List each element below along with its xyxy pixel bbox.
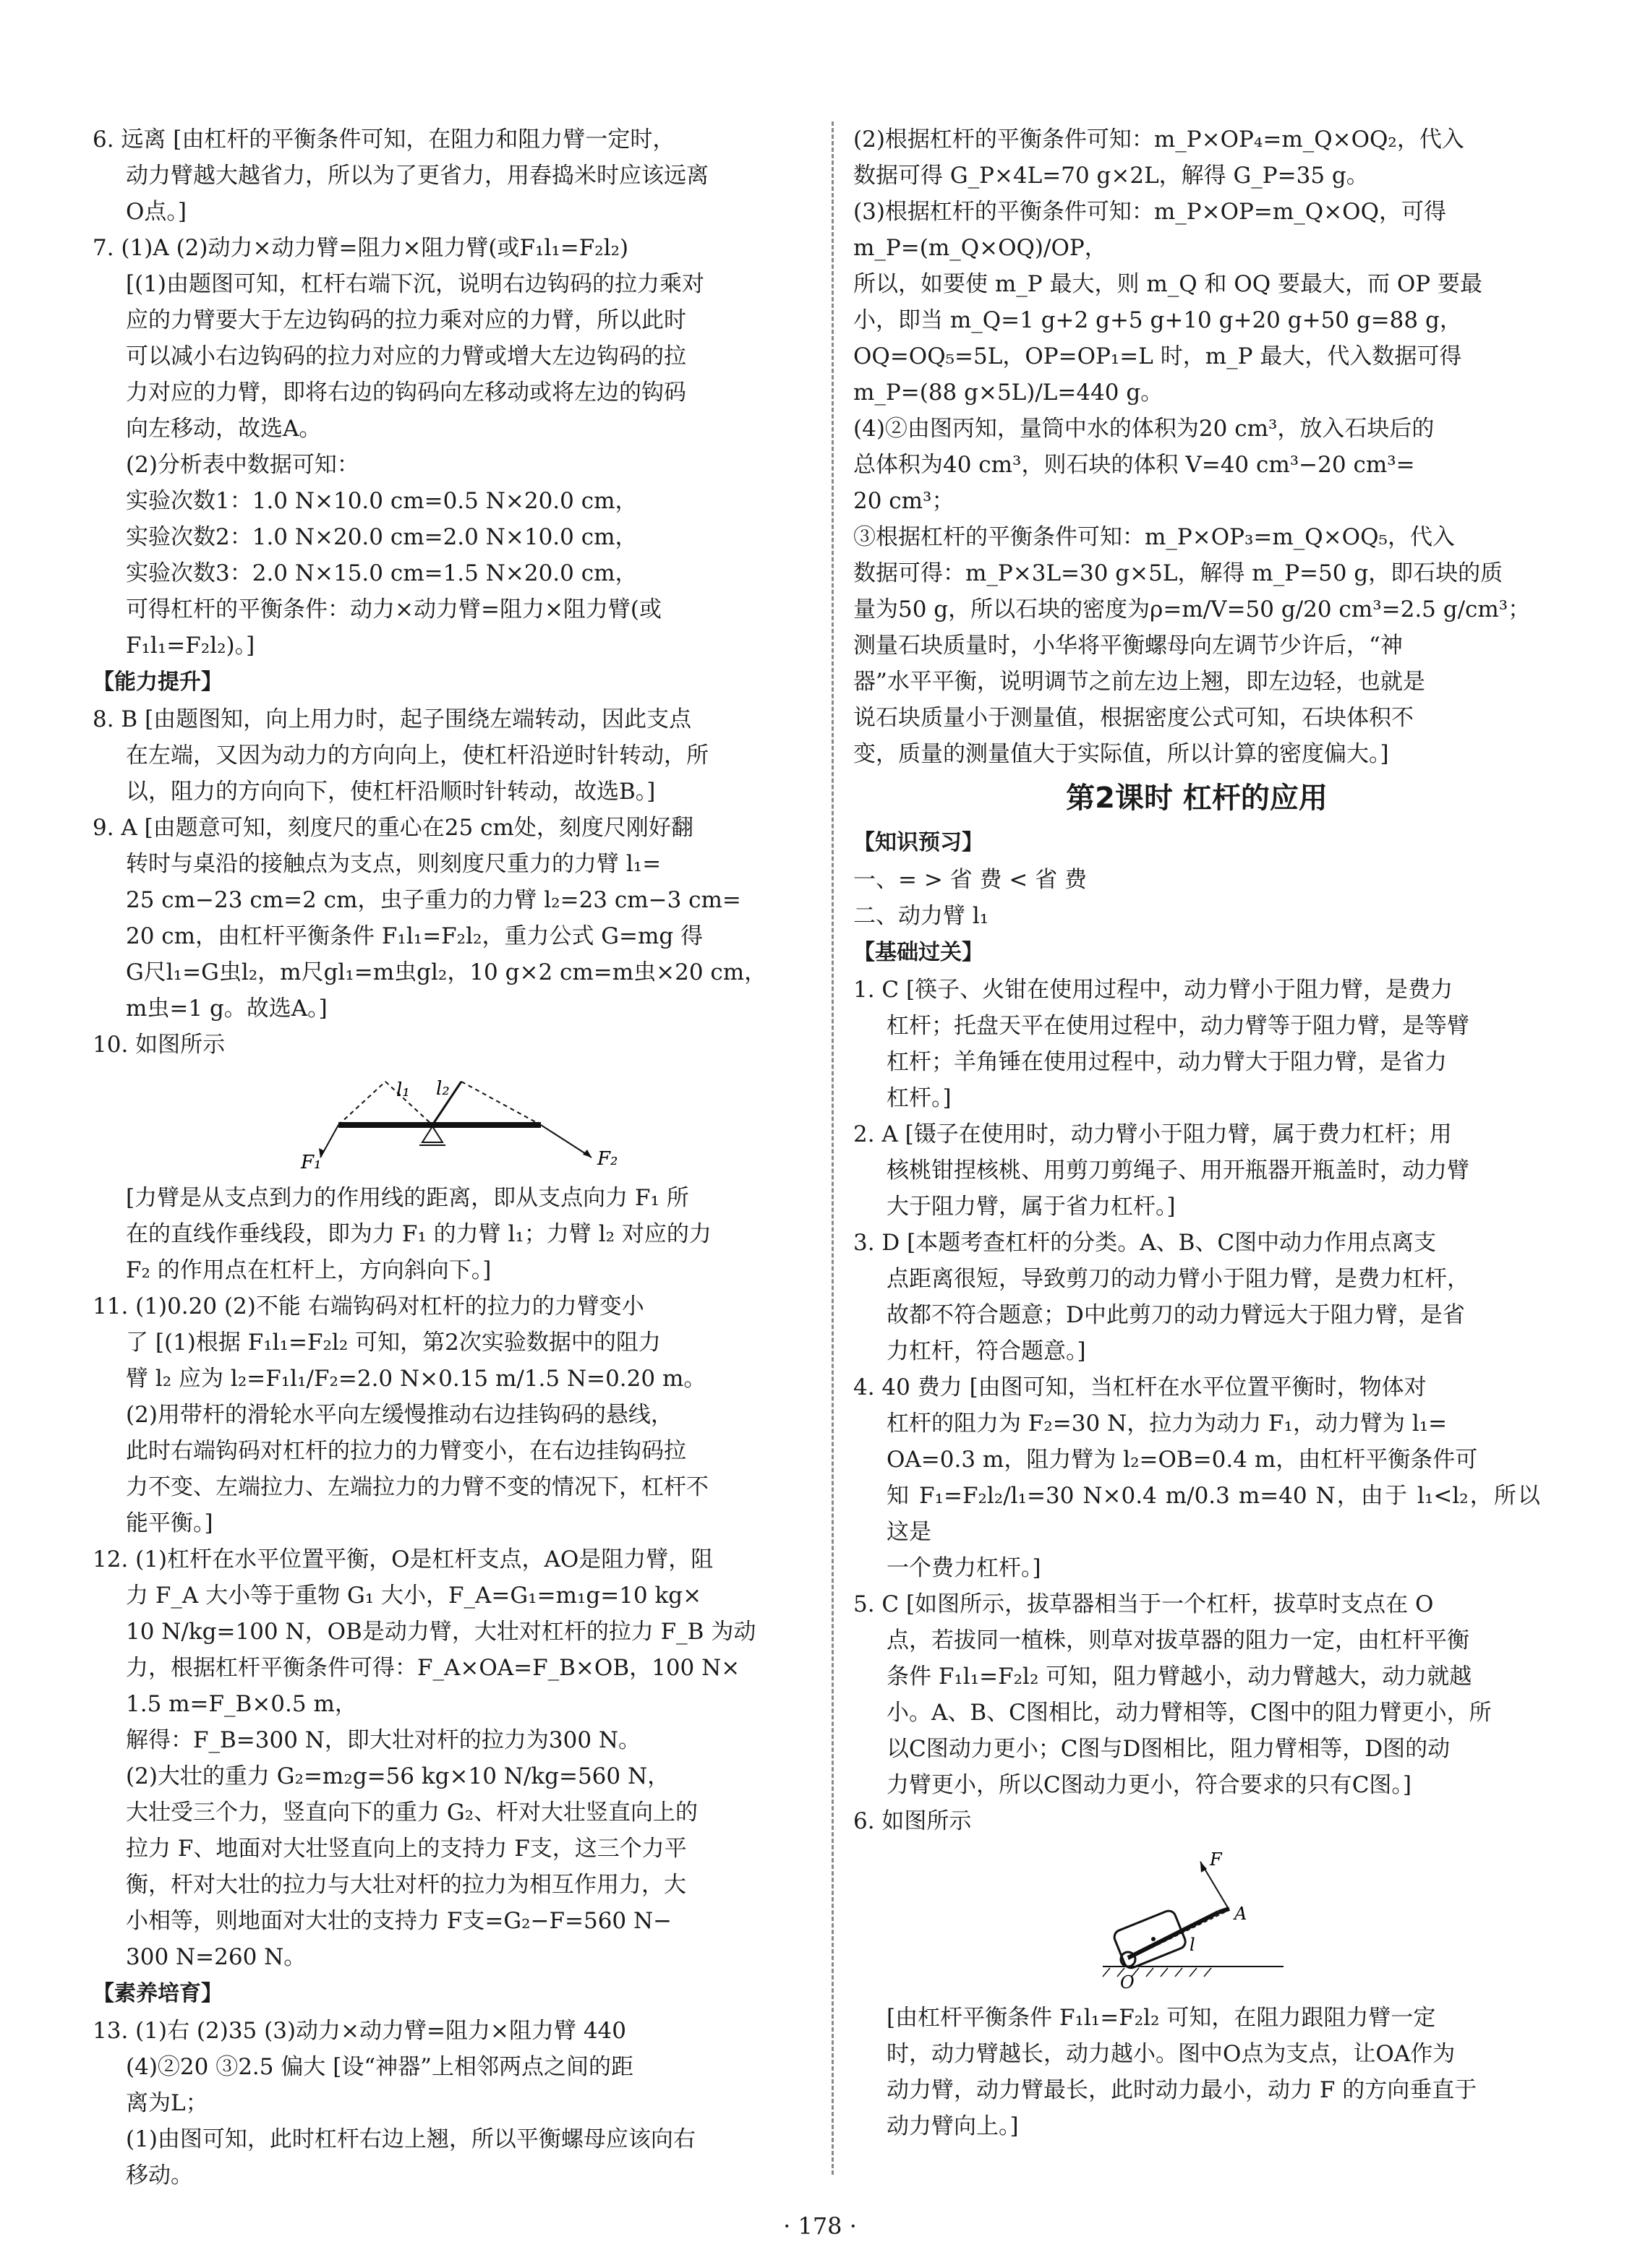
text-line: O点。] <box>126 199 187 225</box>
text-line: 动力臂，动力臂最长，此时动力最小，动力 F 的方向垂直于 <box>887 2077 1477 2103</box>
text-line: 了 [(1)根据 F₁l₁=F₂l₂ 可知，第2次实验数据中的阻力 <box>126 1330 661 1356</box>
text-line: 力对应的力臂，即将右边的钩码向左移动或将左边的钩码 <box>126 380 686 406</box>
text-line: 13. (1)右 (2)35 (3)动力×动力臂=阻力×阻力臂 440 <box>93 2018 626 2044</box>
text-line: 1. C [筷子、火钳在使用过程中，动力臂小于阻力臂，是费力 <box>853 977 1453 1003</box>
text-line: 11. (1)0.20 (2)不能 右端钩码对杠杆的拉力的力臂变小 <box>93 1293 644 1319</box>
text-line: 条件 F₁l₁=F₂l₂ 可知，阻力臂越小，动力臂越大，动力就越 <box>887 1664 1472 1690</box>
text-line: 20 cm³； <box>853 488 954 514</box>
text-line: 说石块质量小于测量值，根据密度公式可知，石块体积不 <box>853 705 1414 731</box>
text-line: 动力臂越大越省力，所以为了更省力，用舂捣米时应该远离 <box>126 163 709 189</box>
text-line: 一个费力杠杆。] <box>887 1555 1041 1581</box>
right-column <box>853 121 1540 2144</box>
text-line: 一、= > 省 费 < 省 费 <box>853 867 1088 893</box>
section-heading: 【基础过关】 <box>853 940 983 965</box>
text-line: 实验次数3：2.0 N×15.0 cm=1.5 N×20.0 cm， <box>126 560 638 586</box>
text-line: 2. A [镊子在使用时，动力臂小于阻力臂，属于费力杠杆；用 <box>853 1121 1452 1147</box>
text-line: 杠杆的阻力为 F₂=30 N，拉力为动力 F₁，动力臂为 l₁= <box>887 1411 1448 1437</box>
text-line: 拉力 F、地面对大壮竖直向上的支持力 F支，这三个力平 <box>126 1836 687 1862</box>
text-line: 力不变、左端拉力、左端拉力的力臂不变的情况下，杠杆不 <box>126 1474 709 1500</box>
text-line: ③根据杠杆的平衡条件可知：m_P×OP₃=m_Q×OQ₅，代入 <box>853 524 1455 550</box>
text-line: 解得：F_B=300 N，即大壮对杆的拉力为300 N。 <box>126 1727 641 1753</box>
lever-force-arm-diagram <box>252 1067 657 1176</box>
text-line: 衡，杆对大壮的拉力与大壮对杆的拉力为相互作用力，大 <box>126 1872 686 1898</box>
text-line: (4)②由图丙知，量筒中水的体积为20 cm³，放入石块后的 <box>853 416 1435 442</box>
text-line: 二、动力臂 l₁ <box>853 903 989 929</box>
text-line: 力臂更小，所以C图动力更小，符合要求的只有C图。] <box>887 1772 1412 1798</box>
text-line: 大壮受三个力，竖直向下的重力 G₂、杆对大壮竖直向上的 <box>126 1800 699 1826</box>
text-line: 动力臂向上。] <box>887 2113 1019 2139</box>
text-line: 300 N=260 N。 <box>126 1944 307 1970</box>
text-line: 点，若拔同一植株，则草对拔草器的阻力一定，由杠杆平衡 <box>887 1627 1469 1653</box>
text-line: 故都不符合题意；D中此剪刀的动力臂远大于阻力臂，是省 <box>887 1302 1465 1328</box>
text-line: 小。A、B、C图相比，动力臂相等，C图中的阻力臂更小，所 <box>887 1700 1492 1726</box>
text-line: (2)根据杠杆的平衡条件可知：m_P×OP₄=m_Q×OQ₂，代入 <box>853 127 1464 153</box>
text-line: 4. 40 费力 [由图可知，当杠杆在水平位置平衡时，物体对 <box>853 1374 1427 1400</box>
text-line: 杠杆。] <box>887 1085 952 1111</box>
text-line: [力臂是从支点到力的作用线的距离，即从支点向力 F₁ 所 <box>126 1185 689 1211</box>
text-line: (1)由图可知，此时杠杆右边上翘，所以平衡螺母应该向右 <box>126 2126 696 2152</box>
text-line: 器”水平平衡，说明调节之前左边上翘，即左边轻，也就是 <box>853 669 1425 695</box>
text-line: 以，阻力的方向向下，使杠杆沿顺时针转动，故选B。] <box>126 779 656 805</box>
text-line: 测量石块质量时，小华将平衡螺母向左调节少许后，“神 <box>853 633 1403 659</box>
text-line: 移动。 <box>126 2162 193 2188</box>
fig2-l-label: l <box>1190 1935 1195 1955</box>
text-line: 可得杠杆的平衡条件：动力×动力臂=阻力×阻力臂(或 <box>126 596 662 622</box>
text-line: 9. A [由题意可知，刻度尺的重心在25 cm处，刻度尺刚好翻 <box>93 815 693 841</box>
left-column <box>93 121 816 2194</box>
text-line: F₂ 的作用点在杠杆上，方向斜向下。] <box>126 1257 492 1283</box>
text-line: 6. 如图所示 <box>853 1808 972 1834</box>
text-line: G尺l₁=G虫l₂，m尺gl₁=m虫gl₂，10 g×2 cm=m虫×20 cm， <box>126 959 767 985</box>
section-heading: 【知识预习】 <box>853 830 983 855</box>
text-line: F₁l₁=F₂l₂)。] <box>126 633 255 659</box>
text-line: (4)②20 ③2.5 偏大 [设“神器”上相邻两点之间的距 <box>126 2054 634 2080</box>
fig1-l2-label: l₂ <box>436 1078 450 1100</box>
text-line: (3)根据杠杆的平衡条件可知：m_P×OP=m_Q×OQ，可得 <box>853 199 1446 225</box>
text-line: 10 N/kg=100 N，OB是动力臂，大壮对杠杆的拉力 F_B 为动 <box>126 1619 756 1645</box>
text-line: OQ=OQ₅=5L，OP=OP₁=L 时，m_P 最大，代入数据可得 <box>853 343 1462 369</box>
text-line: 臂 l₂ 应为 l₂=F₁l₁/F₂=2.0 N×0.15 m/1.5 N=0.20 m。 <box>126 1366 706 1392</box>
text-line: 可以减小右边钩码的拉力对应的力臂或增大左边钩码的拉 <box>126 343 686 369</box>
page-number: · 178 · <box>783 2212 857 2240</box>
text-line: [(1)由题图可知，杠杆右端下沉，说明右边钩码的拉力乘对 <box>126 271 705 297</box>
text-line: 力，根据杠杆平衡条件可得：F_A×OA=F_B×OB，100 N× <box>126 1655 740 1681</box>
section-heading: 【能力提升】 <box>93 669 223 695</box>
column-divider <box>832 121 834 2175</box>
text-line: 在左端，又因为动力的方向向上，使杠杆沿逆时针转动，所 <box>126 743 709 769</box>
text-line: 时，动力臂越长，动力越小。图中O点为支点，让OA作为 <box>887 2041 1456 2067</box>
text-line: 20 cm，由杠杆平衡条件 F₁l₁=F₂l₂，重力公式 G=mg 得 <box>126 923 704 949</box>
text-line: 数据可得 G_P×4L=70 g×2L，解得 G_P=35 g。 <box>853 163 1369 189</box>
text-line: (2)分析表中数据可知： <box>126 452 359 478</box>
text-line: 实验次数1：1.0 N×10.0 cm=0.5 N×20.0 cm， <box>126 488 638 514</box>
text-line: (2)用带杆的滑轮水平向左缓慢推动右边挂钩码的悬线， <box>126 1402 673 1428</box>
text-line: 点距离很短，导致剪刀的动力臂小于阻力臂，是费力杠杆， <box>887 1266 1469 1292</box>
text-line: 12. (1)杠杆在水平位置平衡，O是杠杆支点，AO是阻力臂，阻 <box>93 1546 714 1572</box>
text-line: 转时与桌沿的接触点为支点，则刻度尺重力的力臂 l₁= <box>126 851 662 877</box>
text-line: 小，即当 m_Q=1 g+2 g+5 g+10 g+20 g+50 g=88 g， <box>853 307 1462 333</box>
text-line: 在的直线作垂线段，即为力 F₁ 的力臂 l₁；力臂 l₂ 对应的力 <box>126 1221 712 1247</box>
text-line: (2)大壮的重力 G₂=m₂g=56 kg×10 N/kg=560 N， <box>126 1763 670 1789</box>
text-line: 7. (1)A (2)动力×动力臂=阻力×阻力臂(或F₁l₁=F₂l₂) <box>93 235 629 261</box>
text-line: 力杠杆，符合题意。] <box>887 1338 1086 1364</box>
text-line: 25 cm−23 cm=2 cm，虫子重力的力臂 l₂=23 cm−3 cm= <box>126 887 741 913</box>
fig2-o-label: O <box>1120 1972 1135 1993</box>
fig1-l1-label: l₁ <box>396 1079 410 1101</box>
text-line: 1.5 m=F_B×0.5 m， <box>126 1691 357 1717</box>
fig1-f2-label: F₂ <box>597 1148 618 1170</box>
text-line: m_P=(88 g×5L)/L=440 g。 <box>853 380 1163 406</box>
text-line: 小相等，则地面对大壮的支持力 F支=G₂−F=560 N− <box>126 1908 672 1934</box>
text-line: 10. 如图所示 <box>93 1032 226 1058</box>
text-line: 离为L； <box>126 2090 208 2116</box>
text-line: 能平衡。] <box>126 1510 213 1536</box>
section-heading: 【素养培育】 <box>93 1981 223 2006</box>
text-line: 量为50 g，所以石块的密度为ρ=m/V=50 g/20 cm³=2.5 g/cm³； <box>853 596 1531 622</box>
text-line: 8. B [由题图知，向上用力时，起子围绕左端转动，因此支点 <box>93 706 692 732</box>
text-line: 向左移动，故选A。 <box>126 416 322 442</box>
text-line: [由杠杆平衡条件 F₁l₁=F₂l₂ 可知，在阻力跟阻力臂一定 <box>887 2005 1436 2031</box>
text-line: 总体积为40 cm³，则石块的体积 V=40 cm³−20 cm³= <box>853 452 1415 478</box>
fig1-f1-label: F₁ <box>301 1152 322 1173</box>
text-line: m_P=(m_Q×OQ)/OP， <box>853 235 1107 261</box>
text-line: 应的力臂要大于左边钩码的拉力乘对应的力臂，所以此时 <box>126 307 686 333</box>
text-line: 以C图动力更小；C图与D图相比，阻力臂相等，D图的动 <box>887 1736 1451 1762</box>
text-line: 力 F_A 大小等于重物 G₁ 大小，F_A=G₁=m₁g=10 kg× <box>126 1583 702 1609</box>
text-line: 此时右端钩码对杠杆的拉力的力臂变小，在右边挂钩码拉 <box>126 1438 686 1464</box>
text-line: m虫=1 g。故选A。] <box>126 996 328 1022</box>
text-line: 知 F₁=F₂l₂/l₁=30 N×0.4 m/0.3 m=40 N，由于 l₁<l₂，所以这是 <box>887 1483 1540 1545</box>
text-line: 杠杆；托盘天平在使用过程中，动力臂等于阻力臂，是等臂 <box>887 1013 1469 1039</box>
text-line: 3. D [本题考查杠杆的分类。A、B、C图中动力作用点离支 <box>853 1230 1437 1256</box>
text-line: 变，质量的测量值大于实际值，所以计算的密度偏大。] <box>853 741 1389 767</box>
text-line: 数据可得：m_P×3L=30 g×5L，解得 m_P=50 g，即石块的质 <box>853 560 1503 586</box>
text-line: 杠杆；羊角锤在使用过程中，动力臂大于阻力臂，是省力 <box>887 1049 1447 1075</box>
text-line: 实验次数2：1.0 N×20.0 cm=2.0 N×10.0 cm， <box>126 524 638 550</box>
lesson-title: 第2课时 杠杆的应用 <box>1066 782 1328 815</box>
fig2-f-label: F <box>1210 1849 1222 1870</box>
text-line: 6. 远离 [由杠杆的平衡条件可知，在阻力和阻力臂一定时， <box>93 127 675 153</box>
text-line: 核桃钳捏核桃、用剪刀剪绳子、用开瓶器开瓶盖时，动力臂 <box>887 1157 1469 1184</box>
text-line: 大于阻力臂，属于省力杠杆。] <box>887 1194 1176 1220</box>
text-line: OA=0.3 m，阻力臂为 l₂=OB=0.4 m，由杠杆平衡条件可 <box>887 1447 1478 1473</box>
weeder-lever-diagram <box>1045 1844 1349 1995</box>
fig2-a-label: A <box>1234 1904 1247 1924</box>
text-line: 5. C [如图所示，拔草器相当于一个杠杆，拔草时支点在 O <box>853 1591 1434 1617</box>
text-line: 所以，如要使 m_P 最大，则 m_Q 和 OQ 要最大，而 OP 要最 <box>853 271 1482 297</box>
